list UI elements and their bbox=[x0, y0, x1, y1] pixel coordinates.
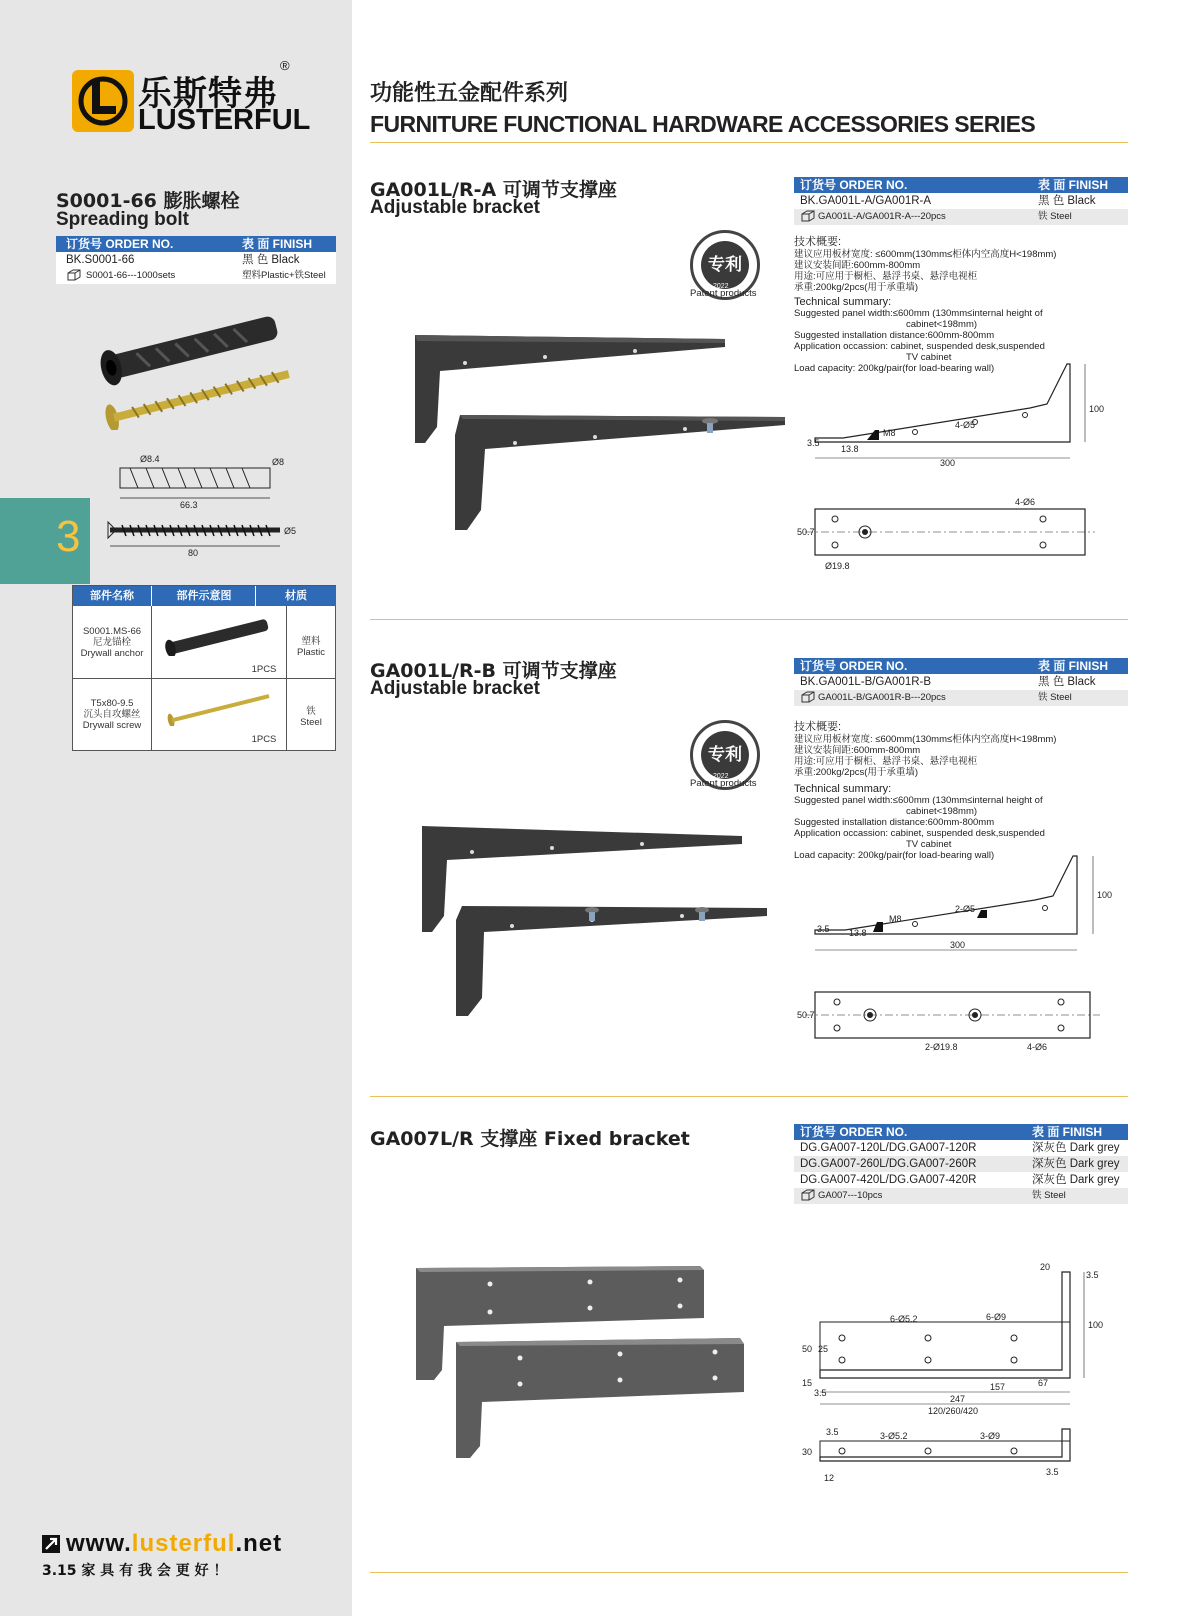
part-code: S0001.MS-66 bbox=[82, 626, 142, 637]
page-title-en: FURNITURE FUNCTIONAL HARDWARE ACCESSORIES SERIES bbox=[370, 111, 1036, 137]
finish: 深灰色 Dark grey bbox=[1032, 1142, 1120, 1154]
fixed-bracket-top-drawing bbox=[800, 1425, 1110, 1485]
dim-text: 50 bbox=[802, 1344, 813, 1354]
bracket-b-image bbox=[412, 820, 782, 1020]
dim-text: 6-Ø5.2 bbox=[890, 1314, 918, 1324]
table-row bbox=[794, 1188, 1128, 1204]
spec-line: 建议安装间距:600mm-800mm bbox=[794, 260, 921, 271]
material-cn: 塑料 bbox=[301, 636, 321, 647]
col-order: 订货号 ORDER NO. bbox=[800, 659, 908, 673]
seal-text: 专利 bbox=[701, 241, 749, 289]
dim-text: 12 bbox=[824, 1473, 835, 1483]
col-order: 订货号 ORDER NO. bbox=[66, 237, 174, 251]
spreading-bolt-name: Spreading bolt bbox=[56, 209, 189, 230]
dim-text: 4-Ø5 bbox=[955, 420, 976, 430]
col-order: 订货号 ORDER NO. bbox=[800, 1125, 908, 1139]
dim-text: 300 bbox=[940, 458, 956, 468]
dim-text: Ø8.4 bbox=[140, 454, 160, 464]
dim-text: 3-Ø9 bbox=[980, 1431, 1001, 1441]
order-table-header bbox=[794, 1124, 1128, 1140]
external-link-icon bbox=[42, 1535, 60, 1553]
fixed-bracket-image bbox=[410, 1262, 755, 1462]
dim-text: 300 bbox=[950, 940, 966, 950]
dim-text: 50.7 bbox=[797, 527, 815, 537]
product-code: GA001L/R-A 可调节支撑座 bbox=[370, 179, 617, 201]
col-finish: 表 面 FINISH bbox=[1032, 1125, 1103, 1139]
dim-text: 13.8 bbox=[849, 928, 867, 938]
dim-text: 2-Ø5 bbox=[955, 904, 976, 914]
product-code: GA007L/R 支撑座 Fixed bracket bbox=[370, 1128, 690, 1150]
material-en: Plastic bbox=[297, 647, 325, 658]
part-name-en: Drywall anchor bbox=[80, 648, 144, 659]
dim-text: 3.5 bbox=[814, 1388, 827, 1398]
finish: 铁 Steel bbox=[1032, 1190, 1066, 1201]
screw-image bbox=[161, 686, 281, 726]
dim-text: 6-Ø9 bbox=[986, 1312, 1007, 1322]
part-code: T5x80-9.5 bbox=[90, 698, 134, 709]
spreading-bolt-image bbox=[90, 300, 310, 430]
finish: 铁 Steel bbox=[1038, 692, 1072, 703]
dim-text: Ø19.8 bbox=[825, 561, 850, 571]
part-material bbox=[287, 636, 335, 658]
website-domain: lusterful bbox=[131, 1530, 236, 1557]
order-table-header bbox=[56, 236, 336, 252]
table-row bbox=[794, 209, 1128, 225]
part-name bbox=[73, 626, 151, 659]
spreading-bolt-code: S0001-66 膨胀螺栓 bbox=[56, 190, 240, 212]
dim-text: 100 bbox=[1089, 404, 1105, 414]
table-row bbox=[794, 1156, 1128, 1172]
dim-text: 30 bbox=[802, 1447, 813, 1457]
order-no: S0001-66---1000sets bbox=[86, 270, 176, 281]
col-part-name: 部件名称 bbox=[73, 586, 151, 606]
spec-line: 建议安装间距:600mm-800mm bbox=[794, 745, 921, 756]
dim-text: 3.5 bbox=[1046, 1467, 1059, 1477]
table-row bbox=[794, 690, 1128, 706]
part-qty: 1PCS bbox=[251, 664, 277, 675]
divider bbox=[370, 142, 1128, 143]
spec-line: 承重:200kg/2pcs(用于承重墙) bbox=[794, 767, 919, 778]
spec-line: 建议应用板材宽度: ≤600mm(130mm≤柜体内空高度H<198mm) bbox=[794, 734, 1057, 745]
spec-line: Load capacity: 200kg/pair(for load-bearing wall) bbox=[794, 363, 995, 374]
spec-line: Suggested panel width:≤600mm (130mm≤internal height of bbox=[794, 795, 1043, 806]
dim-text: 20 bbox=[1040, 1262, 1051, 1272]
dim-text: 247 bbox=[950, 1394, 966, 1404]
spec-line: Suggested panel width:≤600mm (130mm≤internal height of bbox=[794, 308, 1043, 319]
section-tab bbox=[0, 498, 90, 584]
col-finish: 表 面 FINISH bbox=[1038, 178, 1109, 192]
divider bbox=[370, 619, 1128, 620]
parts-table bbox=[72, 585, 336, 751]
brand-name-en: LUSTERFUL bbox=[138, 104, 311, 136]
spec-line: Suggested installation distance:600mm-800mm bbox=[794, 817, 995, 828]
box-icon bbox=[800, 1188, 816, 1208]
order-table-header bbox=[794, 658, 1128, 674]
website-link[interactable] bbox=[42, 1530, 282, 1558]
dim-text: 25 bbox=[818, 1344, 829, 1354]
part-name-en: Drywall screw bbox=[82, 720, 142, 731]
col-finish: 表 面 FINISH bbox=[242, 237, 313, 251]
spec-line: cabinet<198mm) bbox=[906, 319, 978, 330]
seal-text: 专利 bbox=[701, 731, 749, 779]
dim-text: 100 bbox=[1088, 1320, 1104, 1330]
dim-text: Ø5 bbox=[284, 526, 297, 536]
material-en: Steel bbox=[300, 717, 322, 728]
spec-line: Suggested installation distance:600mm-800mm bbox=[794, 330, 995, 341]
part-qty: 1PCS bbox=[251, 734, 277, 745]
finish: 深灰色 Dark grey bbox=[1032, 1174, 1120, 1186]
box-icon bbox=[800, 690, 816, 710]
table-row bbox=[794, 193, 1128, 209]
specs-title: 技术概要: bbox=[794, 236, 842, 248]
fixed-bracket-side-drawing bbox=[800, 1262, 1110, 1422]
product-name: Adjustable bracket bbox=[370, 678, 540, 699]
dim-text: 157 bbox=[990, 1382, 1006, 1392]
seal-year: 2022 bbox=[713, 283, 729, 290]
order-no: BK.GA001L-A/GA001R-A bbox=[800, 195, 932, 207]
spreading-bolt-dimension-drawing bbox=[100, 450, 330, 560]
tech-summary-cn bbox=[794, 718, 1056, 778]
part-name-cn: 尼龙锚栓 bbox=[92, 637, 131, 648]
order-no: GA007---10pcs bbox=[818, 1190, 883, 1201]
spreading-bolt-order-table bbox=[56, 236, 336, 284]
finish: 塑料Plastic+铁Steel bbox=[242, 270, 326, 281]
finish: 铁 Steel bbox=[1038, 211, 1072, 222]
order-no: DG.GA007-260L/DG.GA007-260R bbox=[800, 1158, 977, 1170]
product-code: GA001L/R-B 可调节支撑座 bbox=[370, 660, 617, 682]
dim-text: 3.5 bbox=[807, 438, 820, 448]
patent-label: Patent products bbox=[690, 778, 757, 789]
spec-line: TV cabinet bbox=[906, 352, 952, 363]
website-suffix: .net bbox=[235, 1530, 283, 1557]
spec-line: TV cabinet bbox=[906, 839, 952, 850]
dim-text: 13.8 bbox=[841, 444, 859, 454]
table-row bbox=[794, 1172, 1128, 1188]
registered-mark: ® bbox=[280, 58, 290, 73]
order-no: BK.S0001-66 bbox=[66, 254, 135, 266]
dim-text: 80 bbox=[188, 548, 199, 558]
dim-text: M8 bbox=[889, 914, 902, 924]
finish: 深灰色 Dark grey bbox=[1032, 1158, 1120, 1170]
slogan: 3.15 家 具 有 我 会 更 好 ！ bbox=[42, 1563, 228, 1579]
dim-text: 2-Ø19.8 bbox=[925, 1042, 958, 1052]
spec-line: cabinet<198mm) bbox=[906, 806, 978, 817]
product-name: Adjustable bracket bbox=[370, 197, 540, 218]
col-order: 订货号 ORDER NO. bbox=[800, 178, 908, 192]
divider bbox=[370, 1096, 1128, 1097]
finish: 黑 色 Black bbox=[1038, 676, 1096, 688]
spec-line: 用途:可应用于橱柜、悬浮书桌、悬浮电视柜 bbox=[794, 756, 978, 767]
col-finish: 表 面 FINISH bbox=[1038, 659, 1109, 673]
table-row bbox=[794, 674, 1128, 690]
product-order-table bbox=[794, 177, 1128, 225]
finish: 黑 色 Black bbox=[242, 254, 300, 266]
box-icon bbox=[66, 268, 82, 288]
spec-line: 用途:可应用于橱柜、悬浮书桌、悬浮电视柜 bbox=[794, 271, 978, 282]
order-no: GA001L-A/GA001R-A---20pcs bbox=[818, 211, 946, 222]
product-order-table bbox=[794, 1124, 1128, 1204]
bracket-a-image bbox=[405, 325, 790, 540]
part-material bbox=[287, 706, 335, 728]
table-row bbox=[56, 268, 336, 284]
seal-year: 2022 bbox=[713, 773, 729, 780]
col-part-diagram: 部件示意图 bbox=[151, 586, 256, 606]
brand-logo-icon bbox=[72, 70, 134, 132]
dim-text: 3.5 bbox=[817, 924, 830, 934]
dim-text: 3-Ø5.2 bbox=[880, 1431, 908, 1441]
material-cn: 铁 bbox=[306, 706, 316, 717]
order-table-header bbox=[794, 177, 1128, 193]
specs-title: Technical summary: bbox=[794, 296, 892, 308]
dim-text: 15 bbox=[802, 1378, 813, 1388]
dim-text: 4-Ø6 bbox=[1015, 497, 1036, 507]
spec-line: Application occassion: cabinet, suspended desk,suspended bbox=[794, 341, 1045, 352]
box-icon bbox=[800, 209, 816, 229]
spec-line: 建议应用板材宽度: ≤600mm(130mm≤柜体内空高度H<198mm) bbox=[794, 249, 1057, 260]
bracket-b-side-drawing bbox=[805, 848, 1115, 958]
order-no: DG.GA007-120L/DG.GA007-120R bbox=[800, 1142, 977, 1154]
part-name bbox=[73, 698, 151, 731]
website-prefix: www. bbox=[66, 1530, 132, 1557]
order-no: DG.GA007-420L/DG.GA007-420R bbox=[800, 1174, 977, 1186]
finish: 黑 色 Black bbox=[1038, 195, 1096, 207]
tech-summary-cn bbox=[794, 233, 1056, 293]
dim-text: 120/260/420 bbox=[928, 1406, 979, 1416]
spec-line: Load capacity: 200kg/pair(for load-bearing wall) bbox=[794, 850, 995, 861]
dim-text: 66.3 bbox=[180, 500, 198, 510]
brand-name-cn: 乐斯特弗 bbox=[138, 74, 278, 114]
part-name-cn: 沉头自攻螺丝 bbox=[83, 709, 141, 720]
bracket-b-top-drawing bbox=[795, 982, 1105, 1062]
product-order-table bbox=[794, 658, 1128, 706]
table-row bbox=[56, 252, 336, 268]
spec-line: Application occassion: cabinet, suspended desk,suspended bbox=[794, 828, 1045, 839]
order-no: GA001L-B/GA001R-B---20pcs bbox=[818, 692, 946, 703]
bracket-a-side-drawing bbox=[805, 360, 1105, 470]
dim-text: 3.5 bbox=[1086, 1270, 1099, 1280]
dim-text: 4-Ø6 bbox=[1027, 1042, 1048, 1052]
dim-text: 100 bbox=[1097, 890, 1113, 900]
col-material: 材质 bbox=[255, 586, 336, 606]
table-row bbox=[794, 1140, 1128, 1156]
dim-text: 3.5 bbox=[826, 1427, 839, 1437]
dim-text: 50.7 bbox=[797, 1010, 815, 1020]
page-title-cn: 功能性五金配件系列 bbox=[370, 81, 569, 106]
section-number: 3 bbox=[56, 512, 81, 561]
specs-title: 技术概要: bbox=[794, 721, 842, 733]
anchor-image bbox=[161, 616, 281, 656]
divider bbox=[370, 1572, 1128, 1573]
dim-text: Ø8 bbox=[272, 457, 285, 467]
dim-text: M8 bbox=[883, 428, 896, 438]
order-no: BK.GA001L-B/GA001R-B bbox=[800, 676, 932, 688]
dim-text: 67 bbox=[1038, 1378, 1049, 1388]
divider bbox=[73, 678, 335, 679]
bracket-a-top-drawing bbox=[795, 495, 1105, 575]
patent-label: Patent products bbox=[690, 288, 757, 299]
spec-line: 承重:200kg/2pcs(用于承重墙) bbox=[794, 282, 919, 293]
specs-title: Technical summary: bbox=[794, 783, 892, 795]
